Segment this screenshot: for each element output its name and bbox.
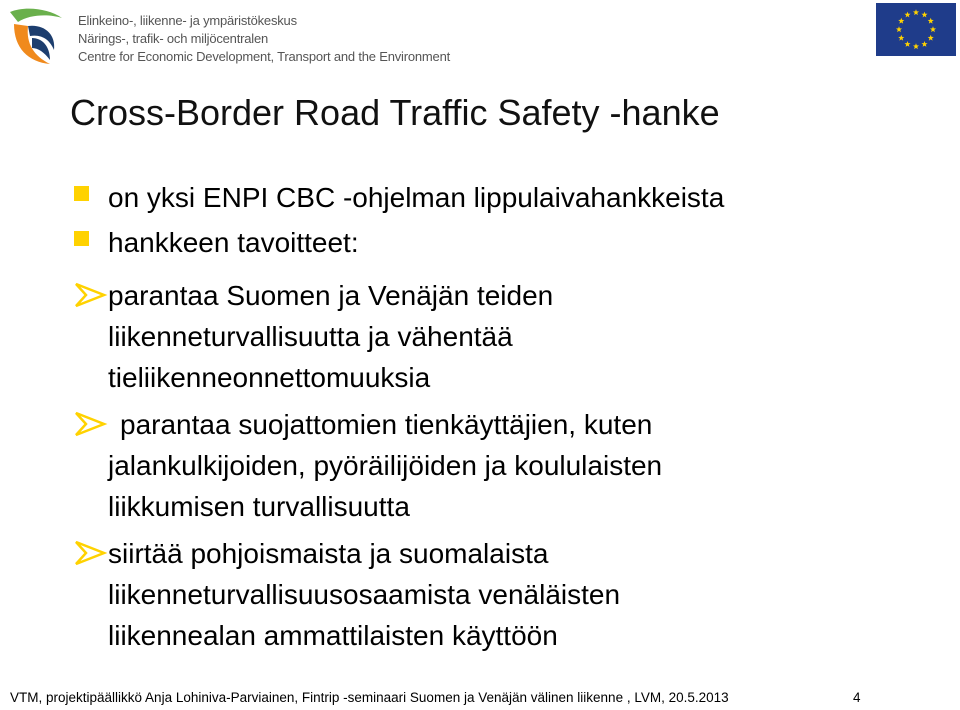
arrow-bullet-icon	[74, 539, 108, 567]
organization-name	[78, 12, 450, 66]
sub-bullet-text: parantaa Suomen ja Venäjän teiden	[108, 280, 554, 311]
ely-centre-logo-icon	[4, 4, 66, 66]
org-name-swedish: Närings-, trafik- och miljöcentralen	[78, 31, 269, 46]
sub-bullet-text: liikenneturvallisuusosaamista venäläisten	[108, 579, 621, 610]
sub-bullet-text: siirtää pohjoismaista ja suomalaista	[108, 538, 549, 569]
org-name-english: Centre for Economic Development, Transport and the Environment	[78, 49, 451, 64]
sub-bullet-text: liikennealan ammattilaisten käyttöön	[108, 620, 558, 651]
bullet-square-icon	[74, 186, 89, 201]
arrow-bullet-icon	[74, 281, 108, 309]
sub-bullet-text: tieliikenneonnettomuuksia	[108, 362, 431, 393]
slide-footer: VTM, projektipäällikkö Anja Lohiniva-Parviainen, Fintrip -seminaari Suomen ja Venäjän välinen liikenne , LVM, 20.5.2013	[10, 690, 729, 705]
eu-flag-icon	[876, 3, 956, 56]
bullet-text: hankkeen tavoitteet:	[108, 227, 359, 258]
arrow-bullet-icon	[74, 410, 108, 438]
sub-bullet-text: liikenneturvallisuutta ja vähentää	[108, 321, 513, 352]
page-number: 4	[853, 690, 861, 705]
sub-bullet-text: parantaa suojattomien tienkäyttäjien, kuten	[120, 409, 653, 440]
sub-bullet-text: liikkumisen turvallisuutta	[108, 491, 410, 522]
bullet-square-icon	[74, 231, 89, 246]
bullet-text: on yksi ENPI CBC -ohjelman lippulaivahankkeista	[108, 182, 725, 213]
org-name-finnish: Elinkeino-, liikenne- ja ympäristökeskus	[78, 13, 297, 28]
sub-bullet-text: jalankulkijoiden, pyöräilijöiden ja koululaisten	[108, 450, 663, 481]
slide-title: Cross-Border Road Traffic Safety -hanke	[70, 92, 720, 133]
